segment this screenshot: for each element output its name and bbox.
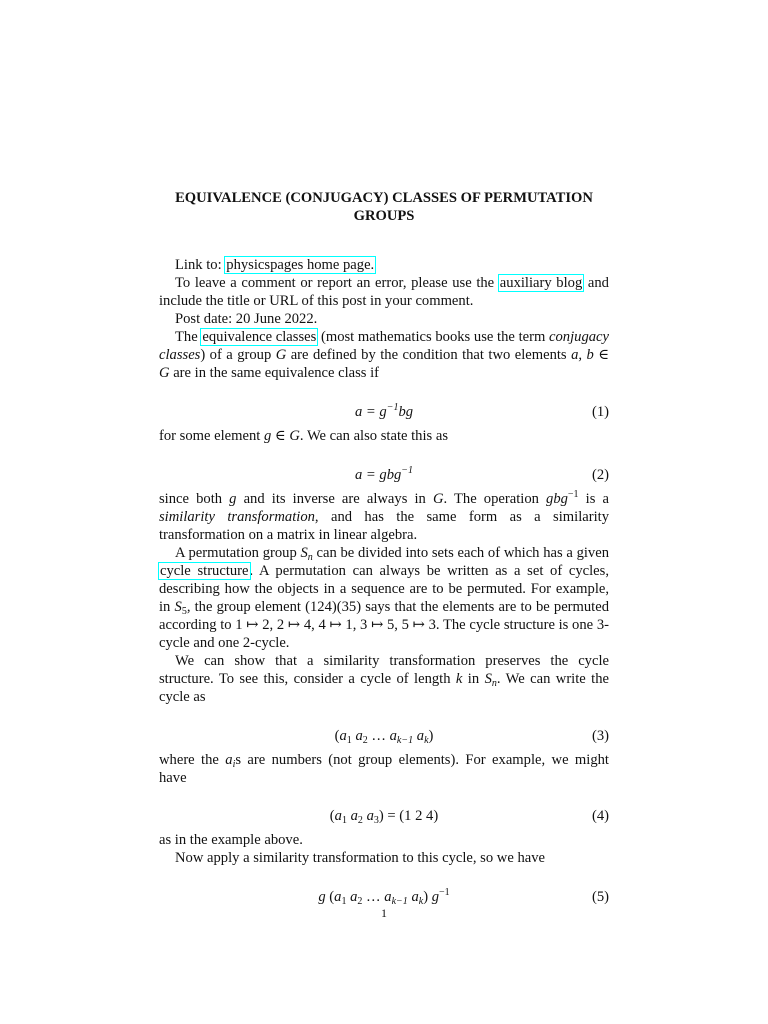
equation-4-number: (4) (591, 808, 609, 824)
cycle-b: can be divided into sets each of which has a given (312, 545, 609, 561)
math-gbg-sup: −1 (567, 489, 579, 500)
equation-3 (159, 726, 609, 746)
math-ai: a (225, 752, 233, 768)
math-k: k (455, 671, 463, 687)
equation-2 (159, 465, 609, 485)
math-Sn: S (300, 545, 308, 561)
intro-end-a: ) of a group (200, 347, 276, 363)
after-eq3-paragraph (159, 751, 609, 787)
cycle-structure-link[interactable]: cycle structure (160, 563, 249, 579)
equivalence-classes-link[interactable]: equivalence classes (202, 329, 317, 345)
similarity-transformation-term: similarity transformation (159, 509, 315, 525)
intro-end-b: are defined by the condition that two elements (286, 347, 572, 363)
math-S5: S (174, 599, 182, 615)
show-a: We can show that a similarity transformation preserves the cycle structure. To see this, consider a cycle of length (159, 653, 609, 687)
math-ab: a, b ∈ G (159, 347, 610, 381)
comment-prefix: To leave a comment or report an error, please use the (175, 275, 499, 291)
math-ai-sub: i (232, 759, 236, 770)
intro-paragraph (159, 328, 609, 382)
after-eq4-text: as in the example above. (159, 832, 303, 848)
after-eq2-d: is a (578, 491, 609, 507)
equation-5 (159, 887, 609, 907)
math-Sn2-sub: n (491, 678, 497, 689)
intro-emphasis: conjugacy classes (159, 329, 609, 363)
math-Sn-sub: n (307, 552, 313, 563)
intro-start: The (175, 329, 202, 345)
auxiliary-blog-link[interactable]: auxiliary blog (499, 275, 583, 291)
intro-mid: (most mathematics books use the term (317, 329, 550, 345)
after-eq3-a: where the (159, 752, 226, 768)
equation-3-number: (3) (591, 728, 609, 744)
after-eq2-e: , and has the same form as a similarity transformation on a matrix in linear algebra. (159, 509, 609, 543)
after-eq1-b: . We can also state this as (299, 428, 449, 444)
paper-title: EQUIVALENCE (CONJUGACY) CLASSES OF PERMUTATION GROUPS (175, 190, 593, 224)
equation-2-body (159, 465, 609, 485)
equation-5-number: (5) (591, 889, 609, 905)
cycle-d: , the group element (124)(35) says that the elements are to be permuted according to 1 ↦ 2, 2 ↦ 4, 4 ↦ 1, 3 ↦ 5, 5 ↦ 3. The cycle structure is one 3-cycle and one 2-cycle. (159, 599, 610, 651)
intro-end-c: are in the same equivalence class if (169, 365, 380, 381)
paper-page (159, 0, 609, 1024)
show-b: in (462, 671, 485, 687)
after-eq2-a: since both (159, 491, 230, 507)
math-G: G (275, 347, 287, 363)
math-G2: G (432, 491, 444, 507)
after-eq2-b: and its inverse are always in (236, 491, 433, 507)
math-g: g (229, 491, 237, 507)
comment-paragraph (159, 274, 609, 310)
after-eq1-text (159, 427, 609, 445)
show-paragraph (159, 652, 609, 706)
equation-1-body (159, 402, 609, 422)
eq5-sup: −1 (439, 887, 450, 898)
after-eq1-a: for some element (159, 428, 264, 444)
post-date: Post date: 20 June 2022. (175, 311, 318, 327)
equation-5-body: g ($a_1$ $a_2$ … $a_{k-1}$ $a_k$) $g^{-1}$ (318, 887, 450, 907)
after-eq2-paragraph (159, 490, 609, 544)
math-g-in-G: g ∈ G (263, 428, 300, 444)
page-number: 1 (381, 906, 387, 920)
equation-1-number: (1) (591, 404, 609, 420)
cycle-structure-paragraph (159, 544, 609, 652)
cycle-c: . A permutation can always be written as a set of cycles, describing how the objects in a sequence are to be permuted. For example, in (159, 563, 609, 615)
equation-3-body: ($a_1$ $a_2$ … $a_{k-1}$ $a_k$) (334, 728, 434, 746)
equation-4-body: ($a_1$ $a_2$ $a_3) = (1$ 2 4) (329, 808, 439, 826)
eq2-lhs: a = gbg (354, 467, 402, 483)
equation-1 (159, 402, 609, 422)
comment-suffix: and include the title or URL of this post in your comment. (159, 275, 609, 309)
equation-4 (159, 806, 609, 826)
math-S5-sub: 5 (181, 606, 187, 617)
math-gbg: gbg (546, 491, 568, 507)
eq1-rhs: bg (398, 404, 414, 420)
apply-paragraph: Now apply a similarity transformation to this cycle, so we have (175, 850, 546, 866)
eq1-lhs: a = g (354, 404, 387, 420)
eq1-sup: −1 (386, 402, 399, 413)
equation-2-number: (2) (591, 467, 609, 483)
link-prefix: Link to: (175, 257, 226, 273)
eq2-sup: −1 (401, 465, 414, 476)
after-eq3-b: s are numbers (not group elements). For example, we might have (159, 752, 609, 786)
after-eq2-c: . The operation (443, 491, 547, 507)
cycle-a: A permutation group (175, 545, 301, 561)
math-Sn2: S (484, 671, 492, 687)
home-page-link[interactable]: physicspages home page. (226, 257, 375, 273)
show-c: . We can write the cycle as (159, 671, 609, 705)
link-line (159, 256, 609, 274)
eq4-rhs: = (1 2 4) (383, 808, 439, 824)
